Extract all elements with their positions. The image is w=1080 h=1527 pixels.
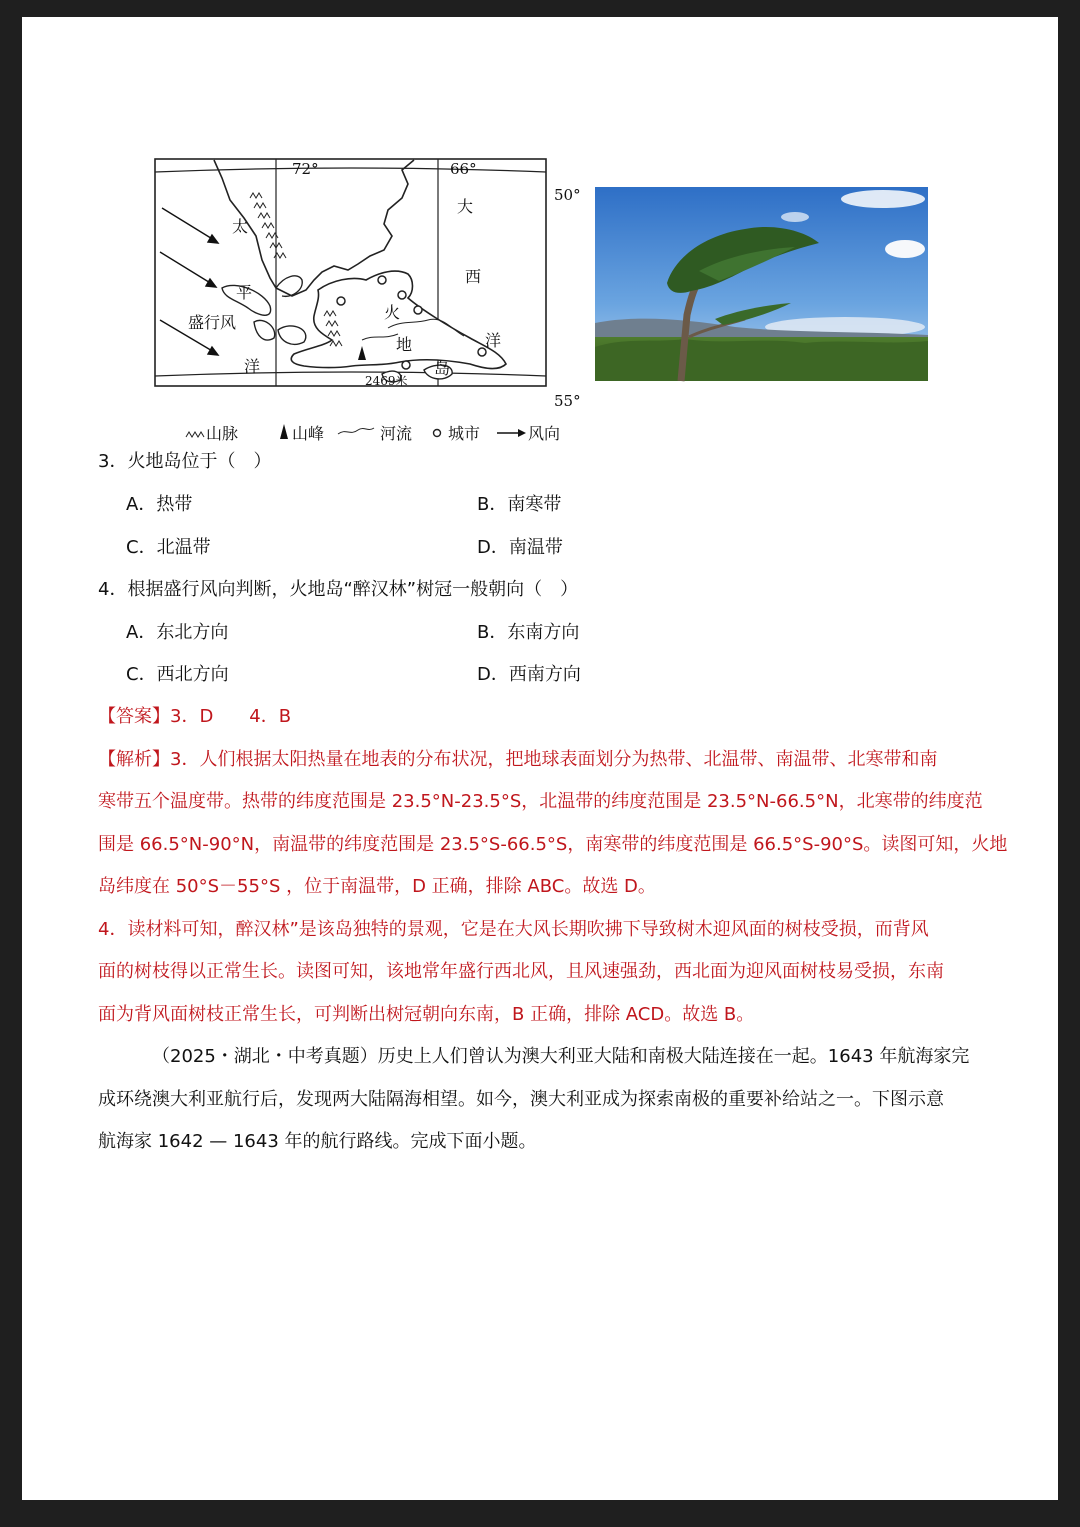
analysis-line-3: 围是 66.5°N-90°N，南温带的纬度范围是 23.5°S-66.5°S，南寒带的纬度范围是 66.5°S-90°S。读图可知，火地	[98, 834, 1008, 855]
question-4-option-c[interactable]: C．西北方向	[126, 664, 229, 685]
legend-wind-label: 风向	[528, 424, 561, 443]
question-4-option-b[interactable]: B．东南方向	[477, 622, 580, 643]
question-4-option-a[interactable]: A．东北方向	[126, 622, 229, 643]
legend-mountain-label: 山脉	[206, 424, 239, 443]
label-pacific-2: 平	[236, 283, 253, 302]
question-3-stem: 3．火地岛位于（ ）	[98, 451, 272, 472]
question-3-option-d[interactable]: D．南温带	[477, 537, 563, 558]
island-west-2	[254, 320, 275, 340]
island-west-3	[278, 326, 306, 344]
legend-river-label: 河流	[380, 424, 413, 443]
legend-city-label: 城市	[448, 424, 481, 443]
document-page	[22, 17, 1058, 1500]
question-3-option-a[interactable]: A．热带	[126, 494, 193, 515]
tierra-del-fuego-map	[152, 140, 602, 443]
question-3-option-b[interactable]: B．南寒带	[477, 494, 562, 515]
question-3-option-c[interactable]: C．北温带	[126, 537, 211, 558]
lon-label-72: 72°	[292, 160, 319, 178]
intro-line-3: 航海家 1642 — 1643 年的航行路线。完成下面小题。	[98, 1131, 537, 1152]
label-island-3: 岛	[434, 359, 451, 378]
analysis-line-2: 寒带五个温度带。热带的纬度范围是 23.5°N-23.5°S，北温带的纬度范围是 23.5°N-66.5°N，北寒带的纬度范	[98, 791, 983, 812]
city-marker	[414, 306, 422, 314]
lat-label-50: 50°	[554, 186, 581, 204]
label-atlantic-1: 大	[457, 197, 474, 216]
answer-line: 【答案】3．D 4．B	[98, 706, 292, 727]
legend-city-icon	[434, 430, 441, 437]
label-atlantic-2: 西	[465, 267, 482, 286]
parallel-55	[155, 372, 546, 376]
question-4-stem: 4．根据盛行风向判断，火地岛“醉汉林”树冠一般朝向（ ）	[98, 579, 579, 600]
analysis-line-1: 【解析】3．人们根据太阳热量在地表的分布状况，把地球表面划分为热带、北温带、南温带、北寒带和南	[98, 749, 938, 770]
intro-line-2: 成环绕澳大利亚航行后，发现两大陆隔海相望。如今，澳大利亚成为探索南极的重要补给站之一。下图示意	[98, 1089, 944, 1110]
analysis-line-7: 面为背风面树枝正常生长，可判断出树冠朝向东南，B 正确，排除 ACD。故选 B。	[98, 1004, 755, 1025]
label-atlantic-3: 洋	[485, 331, 502, 350]
legend-wind-icon	[518, 429, 526, 437]
question-4-option-d[interactable]: D．西南方向	[477, 664, 581, 685]
map-legend	[186, 424, 560, 443]
label-island-2: 地	[396, 335, 413, 354]
city-marker	[378, 276, 386, 284]
city-marker	[337, 297, 345, 305]
city-marker	[402, 361, 410, 369]
lat-label-55: 55°	[554, 392, 581, 410]
city-marker	[398, 291, 406, 299]
legend-river-icon	[338, 428, 374, 434]
windswept-tree-photo	[595, 187, 928, 381]
analysis-line-6: 面的树枝得以正常生长。读图可知，该地常年盛行西北风，且风速强劲，西北面为迎风面树枝易受损，东南	[98, 961, 944, 982]
lon-label-66: 66°	[450, 160, 477, 178]
label-pacific-1: 太	[232, 217, 249, 236]
intro-line-1: （2025・湖北・中考真题）历史上人们曾认为澳大利亚大陆和南极大陆连接在一起。1643 年航海家完	[152, 1046, 970, 1067]
legend-peak-label: 山峰	[292, 424, 325, 443]
analysis-line-5: 4．读材料可知，醉汉林”是该岛独特的景观，它是在大风长期吹拂下导致树木迎风面的树枝受损，而背风	[98, 919, 929, 940]
analysis-line-4: 岛纬度在 50°S－55°S ，位于南温带，D 正确，排除 ABC。故选 D。	[98, 876, 656, 897]
label-prevailing-wind: 盛行风	[188, 313, 237, 332]
legend-peak-icon	[280, 424, 288, 439]
parallel-50	[155, 168, 546, 172]
label-island-1: 火	[384, 303, 401, 322]
label-pacific-3: 洋	[244, 357, 261, 376]
label-peak-height: 2469米	[365, 374, 408, 388]
legend-mountain-icon	[186, 432, 204, 437]
wind-arrows	[160, 208, 218, 355]
